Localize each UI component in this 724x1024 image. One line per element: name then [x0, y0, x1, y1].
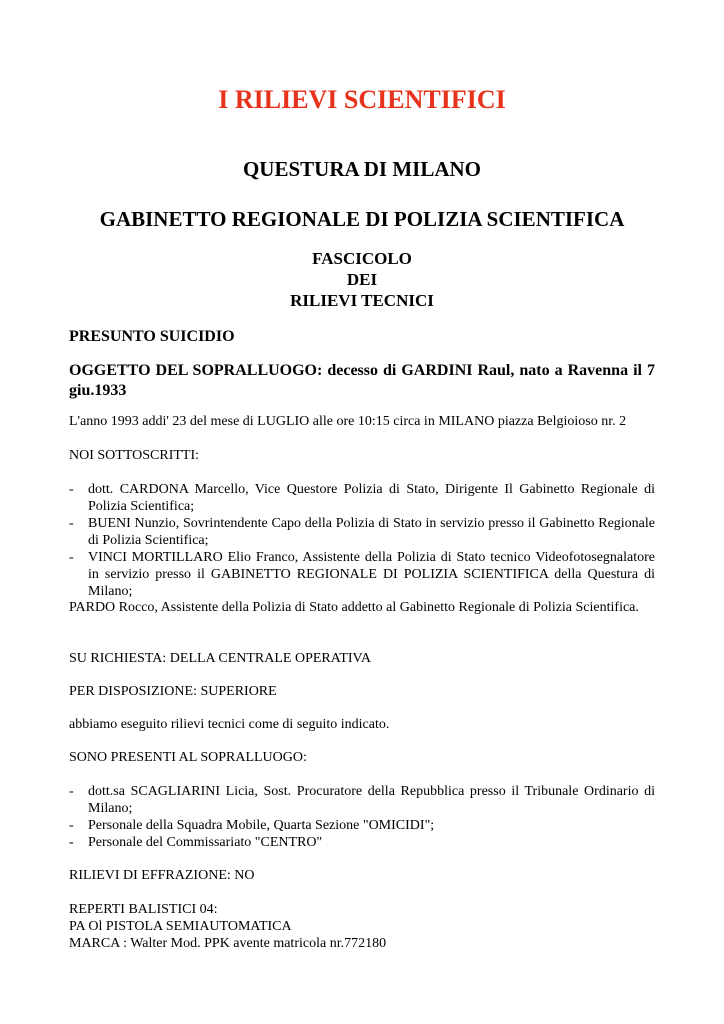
sono-presenti-label: SONO PRESENTI AL SOPRALLUOGO:	[69, 750, 307, 765]
per-disposizione-line: PER DISPOSIZIONE: SUPERIORE	[69, 684, 277, 699]
reperti-line: PA Ol PISTOLA SEMIAUTOMATICA	[69, 919, 292, 934]
presenti-list	[69, 783, 655, 851]
effrazione-line: RILIEVI DI EFFRAZIONE: NO	[69, 868, 255, 883]
abbiamo-line: abbiamo eseguito rilievi tecnici come di seguito indicato.	[69, 717, 390, 732]
sottoscritti-list	[69, 481, 655, 600]
reperti-block	[69, 901, 655, 952]
questura-heading: QUESTURA DI MILANO	[242, 157, 482, 181]
list-item: - VINCI MORTILLARO Elio Franco, Assistente della Polizia di Stato tecnico Videofotosegnalatore in servizio presso il GABINETTO REGIONALE DI POLIZIA SCIENTIFICA della Questura di Milano;	[69, 549, 655, 600]
noi-sottoscritti-label: NOI SOTTOSCRITTI:	[69, 448, 200, 463]
pardo-paragraph: PARDO Rocco, Assistente della Polizia di Stato addetto al Gabinetto Regionale di Polizia Scientifica.	[69, 600, 639, 615]
fascicolo-line: FASCICOLO	[312, 249, 412, 268]
list-item: - BUENI Nunzio, Sovrintendente Capo della Polizia di Stato in servizio presso il Gabinetto Regionale di Polizia Scientifica;	[69, 515, 655, 549]
oggetto-heading: OGGETTO DEL SOPRALLUOGO: decesso di GARDINI Raul, nato a Ravenna il 7 giu.1933	[69, 362, 655, 399]
su-richiesta-line: SU RICHIESTA: DELLA CENTRALE OPERATIVA	[69, 651, 371, 666]
reperti-line: MARCA : Walter Mod. PPK avente matricola nr.772180	[69, 936, 387, 951]
case-type-heading: PRESUNTO SUICIDIO	[69, 328, 235, 345]
date-place-line: L'anno 1993 addi' 23 del mese di LUGLIO alle ore 10:15 circa in MILANO piazza Belgioioso nr. 2	[69, 414, 627, 429]
document-title: I RILIEVI SCIENTIFICI	[218, 85, 506, 114]
list-item: - dott.sa SCAGLIARINI Licia, Sost. Procuratore della Repubblica presso il Tribunale Ordinario di Milano;	[69, 783, 655, 817]
fascicolo-line: RILIEVI TECNICI	[290, 291, 434, 310]
fascicolo-heading	[69, 248, 655, 311]
list-item: - Personale del Commissariato "CENTRO"	[69, 834, 655, 851]
reperti-line: REPERTI BALISTICI 04:	[69, 902, 218, 917]
fascicolo-line: DEI	[346, 270, 378, 289]
list-item: - Personale della Squadra Mobile, Quarta Sezione "OMICIDI";	[69, 817, 655, 834]
list-item: - dott. CARDONA Marcello, Vice Questore Polizia di Stato, Dirigente Il Gabinetto Regionale di Polizia Scientifica;	[69, 481, 655, 515]
gabinetto-heading: GABINETTO REGIONALE DI POLIZIA SCIENTIFICA	[99, 207, 625, 231]
